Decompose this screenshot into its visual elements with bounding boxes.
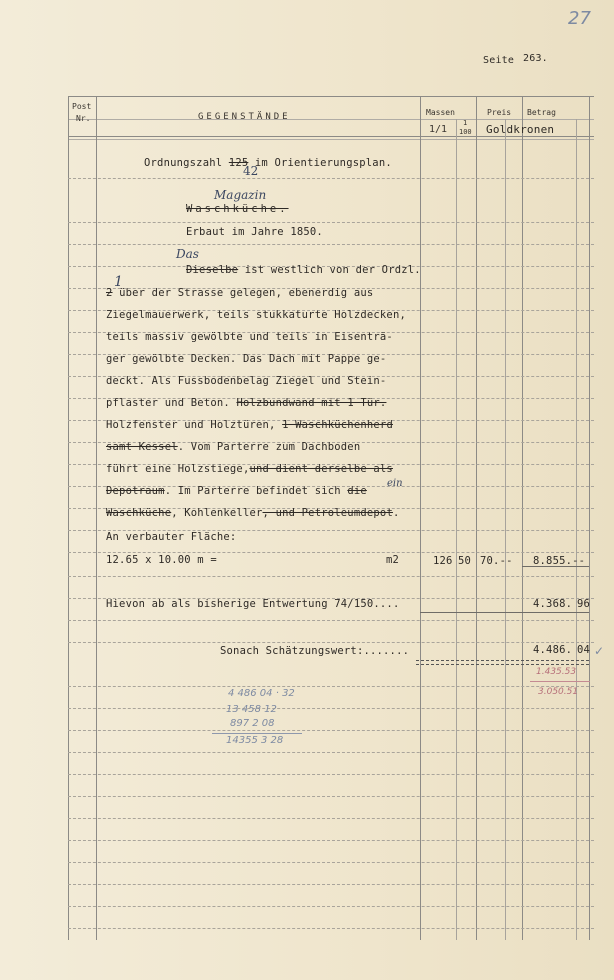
header-massen-1-1: 1/1 xyxy=(429,124,448,135)
ein-handwritten: ein xyxy=(387,478,403,489)
red-note-rule xyxy=(530,681,590,682)
text-line-12: Waschküche, Kohlenkeller, und Petroleumdepot. xyxy=(106,507,400,519)
text-line-5: ger gewölbte Decken. Das Dach mit Pappe ge- xyxy=(106,353,387,365)
header-gegenstaende: GEGENSTÄNDE xyxy=(198,112,291,122)
text-line-6: deckt. Als Fussbodenbelag Ziegel und Stein- xyxy=(106,375,387,387)
pencil-sum-rule xyxy=(212,733,302,734)
pencil-note-2: 13 458 12 xyxy=(226,704,277,715)
ordnungszahl-label: Ordnungszahl xyxy=(144,157,223,169)
erbaut-line: Erbaut im Jahre 1850. xyxy=(186,226,323,238)
header-post: Post xyxy=(72,102,92,111)
header-massen-frac-top: 1 xyxy=(463,119,468,127)
ordnungszahl-rest: im Orientierungsplan. xyxy=(254,157,392,169)
ordnungszahl-new: 42 xyxy=(243,164,259,178)
hievon-fraction: 96 xyxy=(577,598,591,610)
header-preis: Preis xyxy=(487,108,512,117)
header-nr: Nr. xyxy=(76,114,91,123)
text-line-4: teils massiv gewölbte und teils in Eisenträ- xyxy=(106,331,393,343)
text-line-1: Dieselbe ist westlich von der Ordzl. xyxy=(186,264,421,276)
seite-label: Seite xyxy=(483,55,515,66)
pencil-note-3: 897 2 08 xyxy=(230,718,275,729)
pencil-note-4: 14355 3 28 xyxy=(226,735,284,746)
text-line-9: samt Kessel. Vom Parterre zum Dachboden xyxy=(106,441,361,453)
sonach-value: 4.486. xyxy=(533,644,573,656)
betrag-value: 8.855.-- xyxy=(533,555,586,567)
header-massen-frac-bottom: 100 xyxy=(459,128,472,136)
title-handwritten: Magazin xyxy=(214,188,267,202)
pencil-note-1: 4 486 04 · 32 xyxy=(228,688,295,699)
sonach-line: Sonach Schätzungswert:....... xyxy=(220,645,410,657)
calc-unit: m2 xyxy=(386,554,400,566)
preis-value: 70.-- xyxy=(480,555,513,567)
red-note-2: 3.050.51 xyxy=(538,687,579,697)
text-line-8: Holzfenster und Holztüren, 1 Waschküchenherd xyxy=(106,419,393,431)
text-line-7: pflaster und Beton. Holzbundwand mit 1 Tür. xyxy=(106,397,387,409)
massen-fraction: 50 xyxy=(458,555,472,567)
sonach-fraction: 04 xyxy=(577,644,591,656)
red-note-1: 1.435.53 xyxy=(536,667,577,677)
text-line-2: 2 über der Strasse gelegen, ebenerdig aus xyxy=(106,287,374,299)
pencil-page-number: 27 xyxy=(568,8,591,29)
text-line-13: An verbauter Fläche: xyxy=(106,531,237,543)
ordnungszahl-old: 125 xyxy=(228,157,249,169)
text-line-3: Ziegelmauerwerk, teils stukkaturte Holzdecken, xyxy=(106,309,406,321)
massen-value: 126 xyxy=(433,555,453,567)
header-massen: Massen xyxy=(426,108,455,117)
hievon-line: Hievon ab als bisherige Entwertung 74/150.... xyxy=(106,598,400,610)
text-line-10: führt eine Holzstiege,und dient derselbe als xyxy=(106,463,393,475)
text-line-11: Depotraum. Im Parterre befindet sich die xyxy=(106,485,367,497)
ordnungszahl-line xyxy=(144,157,392,169)
seite-number: 263. xyxy=(523,53,548,64)
title-old: Waschküche. xyxy=(186,203,289,215)
header-betrag: Betrag xyxy=(527,108,556,117)
hievon-value: 4.368. xyxy=(533,598,573,610)
calc-line: 12.65 x 10.00 m = xyxy=(106,554,217,566)
das-handwritten: Das xyxy=(176,247,199,261)
one-handwritten: 1 xyxy=(114,274,123,290)
header-currency: Goldkronen xyxy=(486,123,555,136)
checkmark: ✓ xyxy=(594,644,605,658)
